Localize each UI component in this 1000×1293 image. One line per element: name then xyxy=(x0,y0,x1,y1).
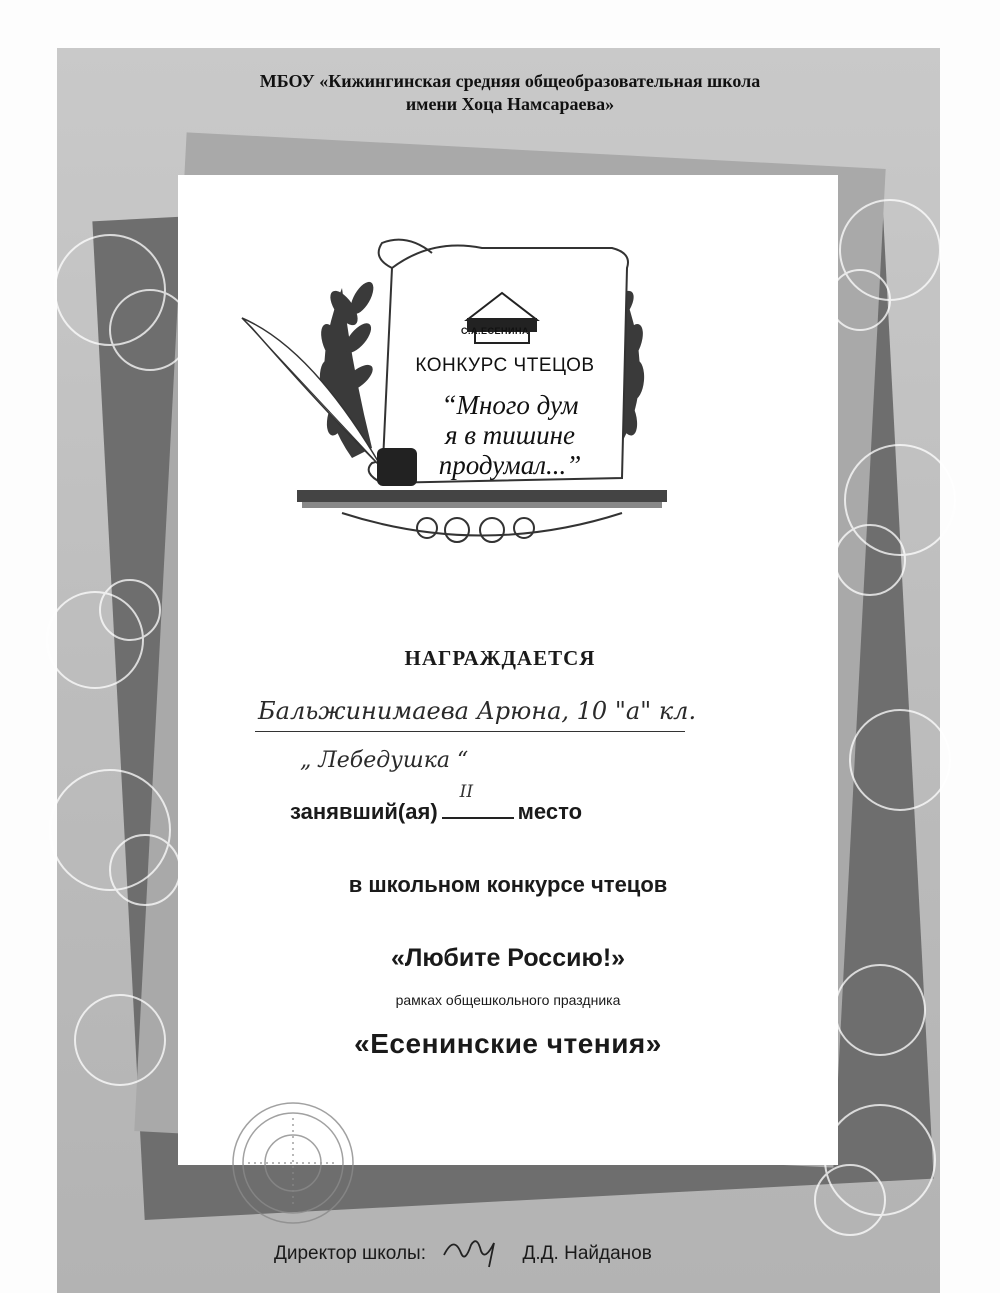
emblem-brand: С.А.ЕСЕНИНА xyxy=(461,326,529,336)
framework-line: рамках общешкольного праздника xyxy=(395,992,621,1008)
award-heading: НАГРАЖДАЕТСЯ xyxy=(404,646,596,670)
contest-name: «Любите Россию!» xyxy=(390,944,626,972)
place-prefix: занявший(ая) xyxy=(290,799,438,824)
signature-scribble xyxy=(439,1233,509,1275)
director-name: Д.Д. Найданов xyxy=(522,1243,652,1264)
festival-name: «Есенинские чтения» xyxy=(354,1028,662,1059)
place-line xyxy=(290,782,650,825)
contest-line: в школьном конкурсе чтецов xyxy=(348,872,668,897)
school-stamp xyxy=(228,1098,358,1228)
motto-line-2: я в тишине xyxy=(444,420,576,450)
poem-title: „ Лебедушка “ xyxy=(300,748,469,773)
contest-emblem-graphic xyxy=(232,208,732,568)
place-value: II xyxy=(459,782,474,802)
school-header xyxy=(120,70,900,116)
place-suffix: место xyxy=(517,799,583,824)
signature-row xyxy=(274,1233,652,1275)
emblem-motto xyxy=(395,390,625,480)
place-blank xyxy=(442,782,514,819)
director-label: Директор школы: xyxy=(274,1243,426,1264)
motto-line-1: “Много дум xyxy=(441,390,579,420)
recipient-underline xyxy=(255,731,685,732)
emblem-title: КОНКУРС ЧТЕЦОВ xyxy=(415,355,595,376)
school-name-line1: МБОУ «Кижингинская средняя общеобразовательная школа xyxy=(259,71,761,91)
school-name-line2: имени Хоца Намсараева» xyxy=(405,94,615,114)
recipient-name: Бальжинимаева Арюна, 10 "а" кл. xyxy=(258,697,697,725)
motto-line-3: продумал...” xyxy=(438,450,582,480)
